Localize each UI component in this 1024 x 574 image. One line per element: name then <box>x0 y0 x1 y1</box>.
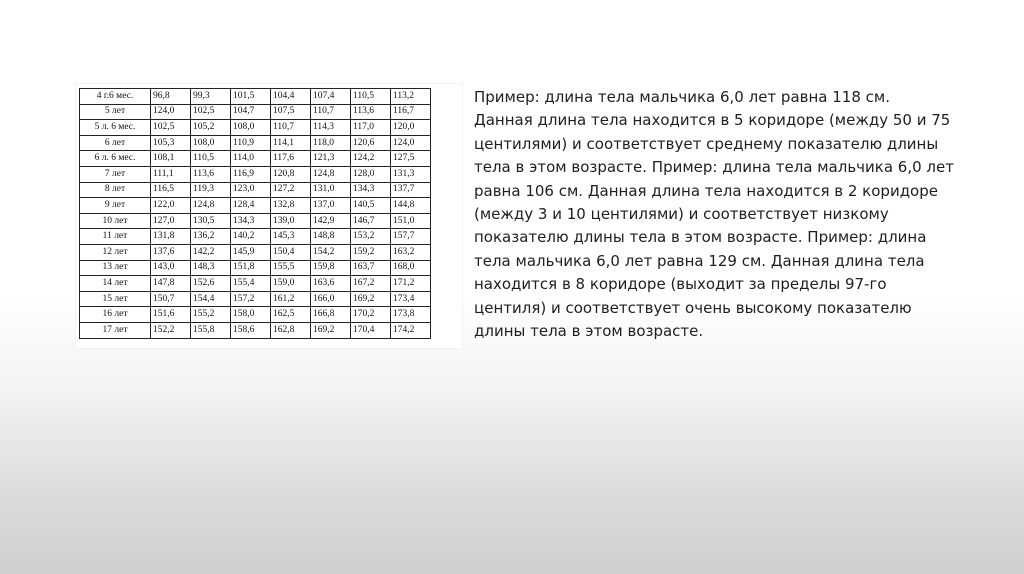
value-cell: 110,7 <box>311 104 351 120</box>
value-cell: 113,6 <box>191 166 231 182</box>
value-cell: 154,2 <box>311 244 351 260</box>
text-line: тела мальчика 6,0 лет равна 129 см. Данная длина тела <box>474 251 925 270</box>
value-cell: 159,0 <box>271 276 311 292</box>
value-cell: 127,5 <box>391 151 431 167</box>
value-cell: 110,5 <box>191 151 231 167</box>
text-line: тела в этом возрасте. Пример: длина тела мальчика 6,0 лет <box>474 158 954 177</box>
value-cell: 159,2 <box>351 244 391 260</box>
value-cell: 140,2 <box>231 229 271 245</box>
value-cell: 105,2 <box>191 120 231 136</box>
value-cell: 117,6 <box>271 151 311 167</box>
value-cell: 174,2 <box>391 322 431 338</box>
value-cell: 114,0 <box>231 151 271 167</box>
value-cell: 166,0 <box>311 291 351 307</box>
value-cell: 116,7 <box>391 104 431 120</box>
table-row <box>80 260 431 276</box>
text-line: показателю длины тела в этом возрасте. Пример: длина <box>474 228 927 247</box>
value-cell: 162,8 <box>271 322 311 338</box>
text-line: Пример: длина тела мальчика 6,0 лет равна 118 см. <box>474 88 890 106</box>
age-cell: 11 лет <box>80 229 151 245</box>
table-row <box>80 244 431 260</box>
value-cell: 120,8 <box>271 166 311 182</box>
centile-table <box>79 88 431 339</box>
value-cell: 131,0 <box>311 182 351 198</box>
value-cell: 166,8 <box>311 307 351 323</box>
value-cell: 116,9 <box>231 166 271 182</box>
text-line: (между 3 и 10 центилями) и соответствует низкому <box>474 205 889 224</box>
table-row <box>80 213 431 229</box>
value-cell: 104,4 <box>271 89 311 105</box>
value-cell: 155,4 <box>231 276 271 292</box>
value-cell: 145,3 <box>271 229 311 245</box>
value-cell: 120,0 <box>391 120 431 136</box>
value-cell: 116,5 <box>151 182 191 198</box>
value-cell: 148,8 <box>311 229 351 245</box>
value-cell: 143,0 <box>151 260 191 276</box>
table-row <box>80 89 431 105</box>
value-cell: 114,1 <box>271 135 311 151</box>
value-cell: 110,9 <box>231 135 271 151</box>
age-cell: 9 лет <box>80 198 151 214</box>
value-cell: 105,3 <box>151 135 191 151</box>
table-row <box>80 291 431 307</box>
value-cell: 145,9 <box>231 244 271 260</box>
age-cell: 8 лет <box>80 182 151 198</box>
value-cell: 123,0 <box>231 182 271 198</box>
value-cell: 146,7 <box>351 213 391 229</box>
value-cell: 127,0 <box>151 213 191 229</box>
text-line: центиля) и соответствует очень высокому показателю <box>474 298 912 317</box>
value-cell: 134,3 <box>231 213 271 229</box>
value-cell: 113,6 <box>351 104 391 120</box>
value-cell: 161,2 <box>271 291 311 307</box>
table-row <box>80 229 431 245</box>
value-cell: 142,2 <box>191 244 231 260</box>
value-cell: 128,0 <box>351 166 391 182</box>
value-cell: 152,6 <box>191 276 231 292</box>
value-cell: 169,2 <box>311 322 351 338</box>
value-cell: 121,3 <box>311 151 351 167</box>
value-cell: 159,8 <box>311 260 351 276</box>
value-cell: 155,8 <box>191 322 231 338</box>
value-cell: 154,4 <box>191 291 231 307</box>
value-cell: 124,8 <box>311 166 351 182</box>
value-cell: 107,4 <box>311 89 351 105</box>
value-cell: 158,0 <box>231 307 271 323</box>
value-cell: 140,5 <box>351 198 391 214</box>
table-row <box>80 151 431 167</box>
value-cell: 110,7 <box>271 120 311 136</box>
value-cell: 170,2 <box>351 307 391 323</box>
value-cell: 167,2 <box>351 276 391 292</box>
value-cell: 128,4 <box>231 198 271 214</box>
value-cell: 163,7 <box>351 260 391 276</box>
text-line: равна 106 см. Данная длина тела находится в 2 коридоре <box>474 181 938 200</box>
value-cell: 168,0 <box>391 260 431 276</box>
value-cell: 153,2 <box>351 229 391 245</box>
value-cell: 113,2 <box>391 89 431 105</box>
table-row <box>80 104 431 120</box>
text-line: длины тела в этом возрасте. <box>474 322 704 341</box>
value-cell: 96,8 <box>151 89 191 105</box>
age-cell: 10 лет <box>80 213 151 229</box>
explanation-text <box>474 86 974 343</box>
value-cell: 158,6 <box>231 322 271 338</box>
value-cell: 155,5 <box>271 260 311 276</box>
age-cell: 17 лет <box>80 322 151 338</box>
value-cell: 137,7 <box>391 182 431 198</box>
value-cell: 134,3 <box>351 182 391 198</box>
value-cell: 151,0 <box>391 213 431 229</box>
value-cell: 108,0 <box>191 135 231 151</box>
centile-table-image <box>76 84 462 348</box>
value-cell: 142,9 <box>311 213 351 229</box>
value-cell: 148,3 <box>191 260 231 276</box>
value-cell: 122,0 <box>151 198 191 214</box>
text-line: Данная длина тела находится в 5 коридоре (между 50 и 75 <box>474 111 951 130</box>
value-cell: 119,3 <box>191 182 231 198</box>
value-cell: 124,0 <box>151 104 191 120</box>
value-cell: 120,6 <box>351 135 391 151</box>
value-cell: 151,6 <box>151 307 191 323</box>
value-cell: 173,4 <box>391 291 431 307</box>
age-cell: 6 л. 6 мес. <box>80 151 151 167</box>
value-cell: 108,1 <box>151 151 191 167</box>
table-row <box>80 307 431 323</box>
value-cell: 111,1 <box>151 166 191 182</box>
value-cell: 144,8 <box>391 198 431 214</box>
text-line: центилями) и соответствует среднему показателю длины <box>474 134 939 153</box>
value-cell: 104,7 <box>231 104 271 120</box>
value-cell: 170,4 <box>351 322 391 338</box>
value-cell: 162,5 <box>271 307 311 323</box>
table-body <box>80 89 431 339</box>
value-cell: 139,0 <box>271 213 311 229</box>
age-cell: 15 лет <box>80 291 151 307</box>
value-cell: 118,0 <box>311 135 351 151</box>
value-cell: 99,3 <box>191 89 231 105</box>
text-line: находится в 8 коридоре (выходит за пределы 97-го <box>474 275 887 294</box>
value-cell: 155,2 <box>191 307 231 323</box>
value-cell: 132,8 <box>271 198 311 214</box>
table-row <box>80 322 431 338</box>
value-cell: 137,0 <box>311 198 351 214</box>
value-cell: 150,4 <box>271 244 311 260</box>
value-cell: 131,8 <box>151 229 191 245</box>
value-cell: 173,8 <box>391 307 431 323</box>
value-cell: 147,8 <box>151 276 191 292</box>
age-cell: 6 лет <box>80 135 151 151</box>
age-cell: 14 лет <box>80 276 151 292</box>
age-cell: 4 г.6 мес. <box>80 89 151 105</box>
value-cell: 171,2 <box>391 276 431 292</box>
value-cell: 108,0 <box>231 120 271 136</box>
value-cell: 152,2 <box>151 322 191 338</box>
value-cell: 124,0 <box>391 135 431 151</box>
value-cell: 102,5 <box>191 104 231 120</box>
table-row <box>80 198 431 214</box>
value-cell: 110,5 <box>351 89 391 105</box>
value-cell: 136,2 <box>191 229 231 245</box>
value-cell: 169,2 <box>351 291 391 307</box>
value-cell: 137,6 <box>151 244 191 260</box>
table-row <box>80 166 431 182</box>
value-cell: 163,2 <box>391 244 431 260</box>
age-cell: 7 лет <box>80 166 151 182</box>
value-cell: 157,7 <box>391 229 431 245</box>
value-cell: 163,6 <box>311 276 351 292</box>
value-cell: 124,2 <box>351 151 391 167</box>
value-cell: 101,5 <box>231 89 271 105</box>
value-cell: 131,3 <box>391 166 431 182</box>
table-row <box>80 120 431 136</box>
table-row <box>80 135 431 151</box>
table-row <box>80 276 431 292</box>
value-cell: 102,5 <box>151 120 191 136</box>
value-cell: 117,0 <box>351 120 391 136</box>
age-cell: 12 лет <box>80 244 151 260</box>
table-row <box>80 182 431 198</box>
value-cell: 124,8 <box>191 198 231 214</box>
value-cell: 130,5 <box>191 213 231 229</box>
age-cell: 13 лет <box>80 260 151 276</box>
value-cell: 114,3 <box>311 120 351 136</box>
age-cell: 5 л. 6 мес. <box>80 120 151 136</box>
value-cell: 151,8 <box>231 260 271 276</box>
value-cell: 150,7 <box>151 291 191 307</box>
age-cell: 16 лет <box>80 307 151 323</box>
value-cell: 127,2 <box>271 182 311 198</box>
age-cell: 5 лет <box>80 104 151 120</box>
value-cell: 107,5 <box>271 104 311 120</box>
value-cell: 157,2 <box>231 291 271 307</box>
